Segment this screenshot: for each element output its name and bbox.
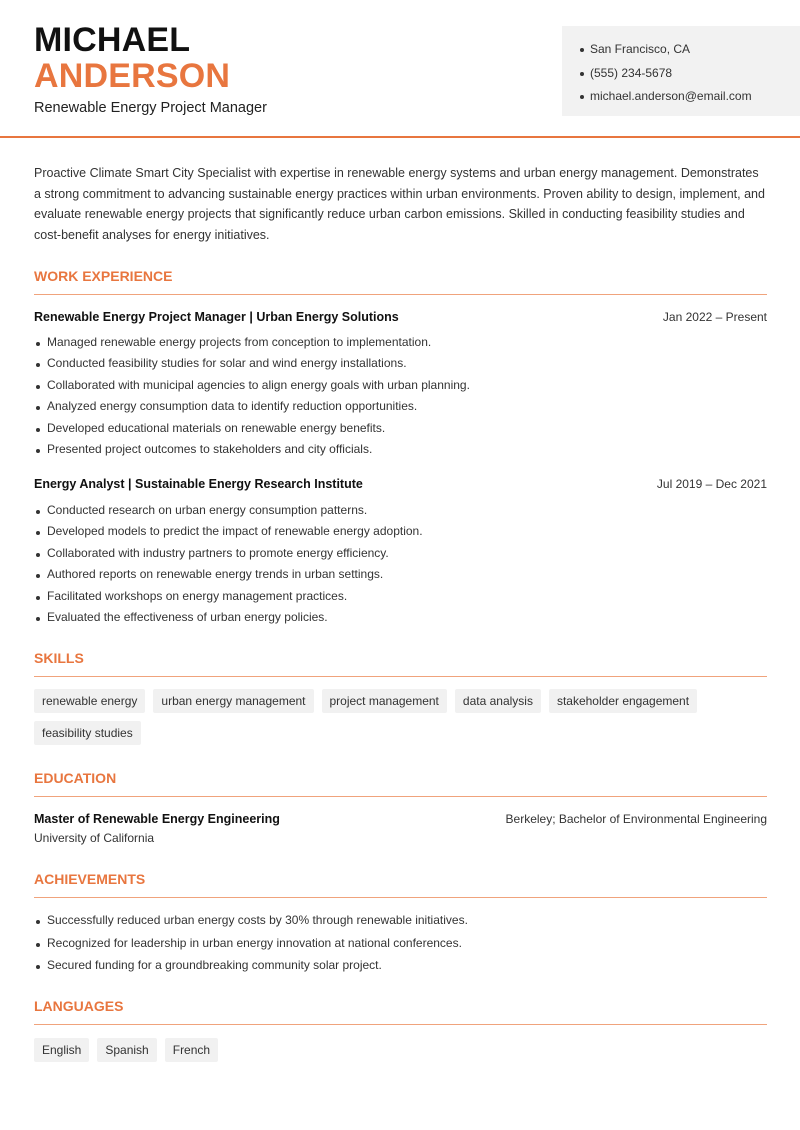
skills-list	[34, 689, 774, 745]
language-chip: French	[165, 1038, 218, 1062]
contact-phone: (555) 234-5678	[580, 62, 800, 86]
section-divider	[34, 1024, 767, 1025]
skill-chip: stakeholder engagement	[549, 689, 697, 713]
skill-chip: project management	[322, 689, 447, 713]
list-item: Collaborated with municipal agencies to align energy goals with urban planning.	[34, 378, 470, 399]
language-chip: Spanish	[97, 1038, 156, 1062]
skill-chip: renewable energy	[34, 689, 145, 713]
section-title-languages: LANGUAGES	[34, 998, 124, 1014]
education-degree: Master of Renewable Energy Engineering	[34, 812, 280, 826]
achievements-list	[34, 913, 468, 981]
section-title-skills: SKILLS	[34, 650, 84, 666]
job-role: Renewable Energy Project Manager	[34, 100, 267, 116]
resume-header	[0, 0, 800, 138]
skill-chip: feasibility studies	[34, 721, 141, 745]
full-name	[34, 22, 230, 94]
contact-box	[562, 26, 800, 116]
section-divider	[34, 796, 767, 797]
list-item: Conducted research on urban energy consumption patterns.	[34, 503, 423, 524]
job-title: Energy Analyst | Sustainable Energy Research Institute	[34, 477, 363, 491]
list-item: Recognized for leadership in urban energy innovation at national conferences.	[34, 936, 468, 959]
list-item: Secured funding for a groundbreaking community solar project.	[34, 958, 468, 981]
education-school: University of California	[34, 831, 155, 845]
section-title-education: EDUCATION	[34, 770, 117, 786]
list-item: Authored reports on renewable energy trends in urban settings.	[34, 567, 423, 588]
list-item: Presented project outcomes to stakeholders and city officials.	[34, 442, 470, 463]
list-item: Evaluated the effectiveness of urban energy policies.	[34, 610, 423, 631]
section-divider	[34, 294, 767, 295]
list-item: Facilitated workshops on energy management practices.	[34, 589, 423, 610]
list-item: Collaborated with industry partners to promote energy efficiency.	[34, 546, 423, 567]
summary-text: Proactive Climate Smart City Specialist with expertise in renewable energy systems and urban energy management. Demonstrates a strong commitment to advancing sustainable energy practices within urban environments. Proven ability to design, implement, and evaluate renewable energy projects that significantly reduce urban carbon emissions. Skilled in conducting feasibility studies and cost-benefit analyses for energy initiatives.	[34, 166, 765, 243]
skill-chip: urban energy management	[153, 689, 313, 713]
contact-email[interactable]: michael.anderson@email.com	[580, 85, 800, 109]
section-divider	[34, 676, 767, 677]
list-item: Developed educational materials on renewable energy benefits.	[34, 421, 470, 442]
list-item: Successfully reduced urban energy costs by 30% through renewable initiatives.	[34, 913, 468, 936]
job-title: Renewable Energy Project Manager | Urban Energy Solutions	[34, 310, 399, 324]
skill-chip: data analysis	[455, 689, 541, 713]
last-name: ANDERSON	[34, 57, 231, 95]
list-item: Analyzed energy consumption data to identify reduction opportunities.	[34, 399, 470, 420]
job-date: Jul 2019 – Dec 2021	[656, 477, 767, 491]
section-title-achievements: ACHIEVEMENTS	[34, 871, 146, 887]
section-divider	[34, 897, 767, 898]
job-bullets	[34, 503, 423, 631]
job-date: Jan 2022 – Present	[662, 310, 767, 324]
list-item: Developed models to predict the impact of renewable energy adoption.	[34, 524, 423, 545]
first-name: MICHAEL	[34, 21, 191, 59]
languages-list	[34, 1038, 774, 1062]
list-item: Conducted feasibility studies for solar and wind energy installations.	[34, 356, 470, 377]
list-item: Managed renewable energy projects from conception to implementation.	[34, 335, 470, 356]
contact-location: San Francisco, CA	[580, 38, 800, 62]
job-bullets	[34, 335, 470, 463]
education-detail: Berkeley; Bachelor of Environmental Engineering	[505, 812, 767, 826]
section-title-work: WORK EXPERIENCE	[34, 268, 173, 284]
language-chip: English	[34, 1038, 89, 1062]
